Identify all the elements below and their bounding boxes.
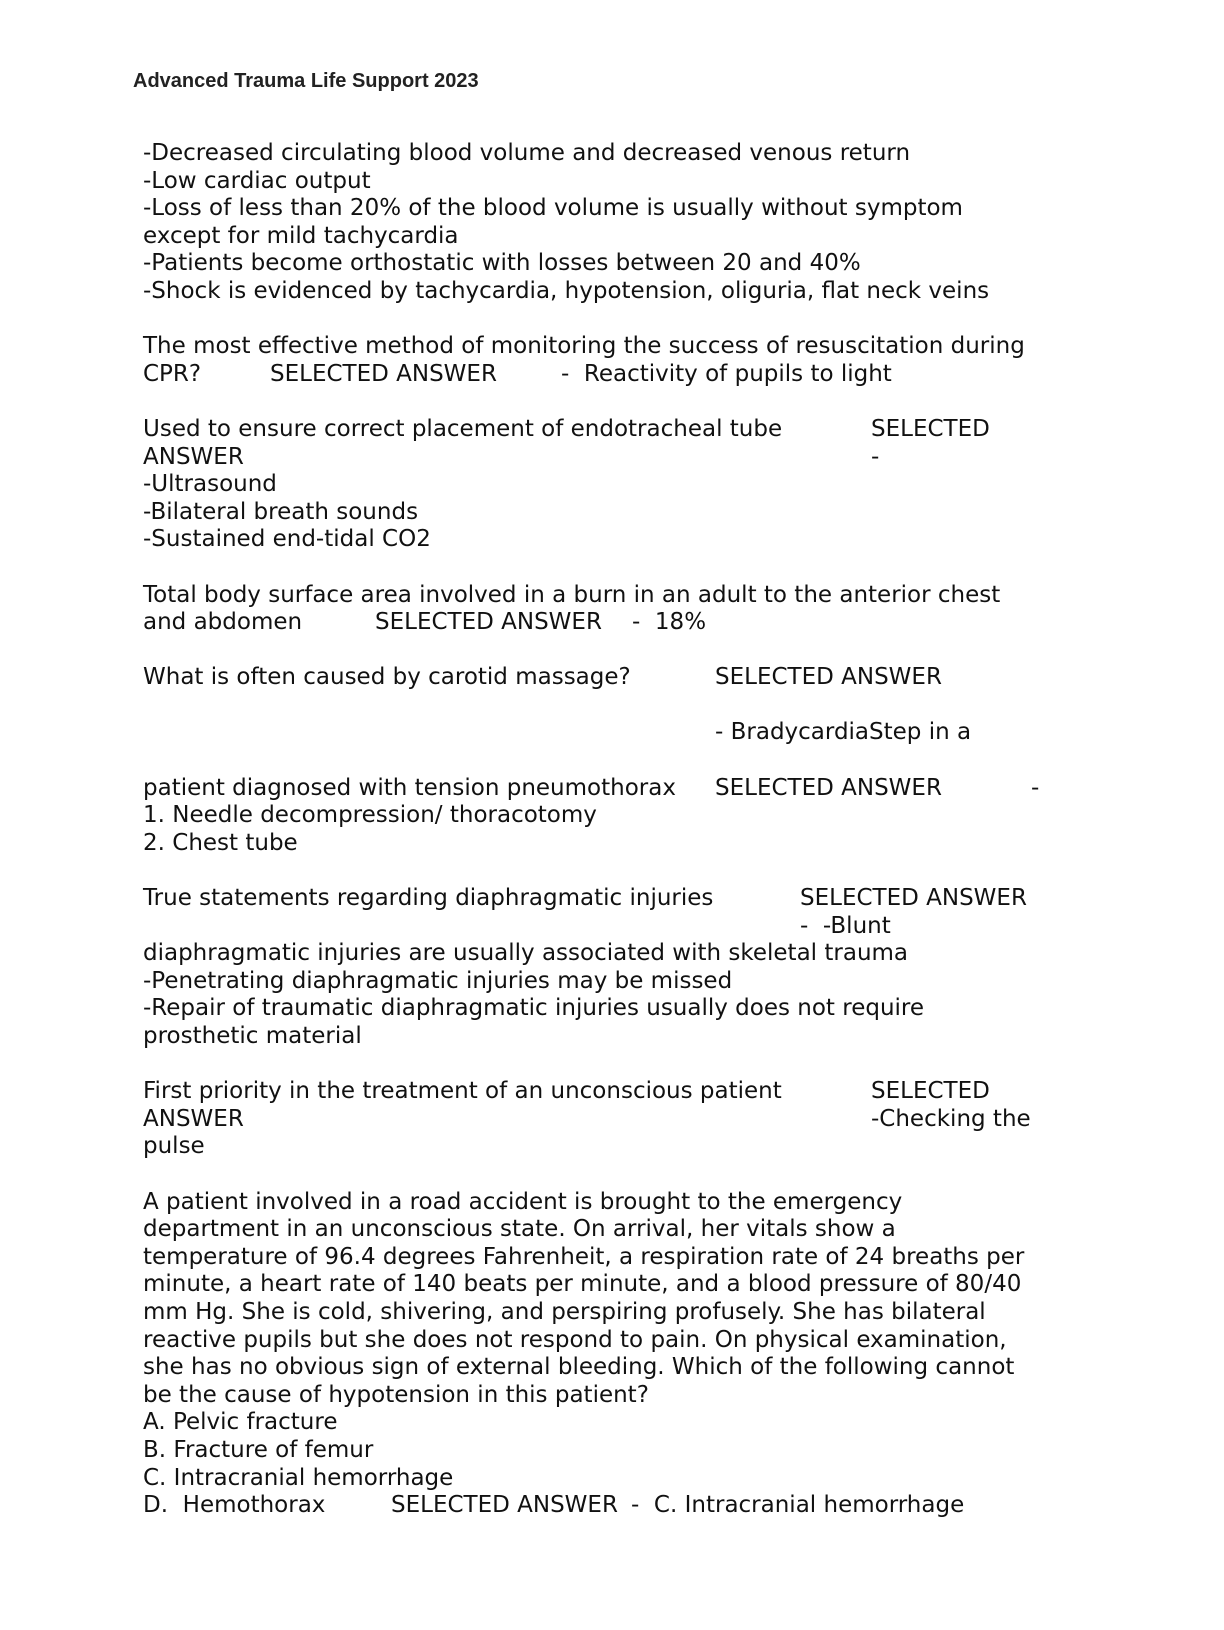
- selected-answer-label: SELECTED ANSWER: [270, 360, 497, 387]
- answer-text: - C. Intracranial hemorrhage: [631, 1492, 965, 1519]
- answer-text: - -Blunt: [800, 912, 891, 939]
- question-text: minute, a heart rate of 140 beats per minute, and a blood pressure of 80/40: [143, 1271, 1022, 1298]
- question-tension-pneumothorax: [143, 775, 1063, 858]
- question-text: be the cause of hypotension in this patient?: [143, 1381, 649, 1408]
- question-text: department in an unconscious state. On arrival, her vitals show a: [143, 1216, 896, 1243]
- selected-answer-label: SELECTED ANSWER: [715, 664, 942, 691]
- answer-item: -Ultrasound: [143, 471, 277, 498]
- page-header-title: Advanced Trauma Life Support 2023: [133, 70, 479, 92]
- selected-answer-label: SELECTED ANSWER: [391, 1492, 618, 1519]
- shock-notes: [143, 140, 1063, 306]
- answer-item: -Sustained end-tidal CO2: [143, 526, 431, 553]
- question-text: Total body surface area involved in a burn in an adult to the anterior chest: [143, 581, 1001, 608]
- question-text: True statements regarding diaphragmatic injuries: [143, 885, 714, 912]
- answer-text: - BradycardiaStep in a: [715, 719, 972, 746]
- question-text: A patient involved in a road accident is brought to the emergency: [143, 1188, 903, 1215]
- selected-answer-label: SELECTED ANSWER: [715, 774, 942, 801]
- text-line: -Low cardiac output: [143, 167, 371, 194]
- answer-text: - Reactivity of pupils to light: [561, 360, 892, 387]
- question-text: CPR?: [143, 360, 202, 387]
- question-text: and abdomen: [143, 609, 303, 636]
- selected-answer-label: SELECTED ANSWER: [375, 609, 602, 636]
- question-text: she has no obvious sign of external bleeding. Which of the following cannot: [143, 1354, 1015, 1381]
- question-text: mm Hg. She is cold, shivering, and perspiring profusely. She has bilateral: [143, 1298, 986, 1325]
- selected-answer-label: ANSWER: [143, 443, 244, 470]
- option-d: D. Hemothorax: [143, 1492, 326, 1519]
- text-line: -Decreased circulating blood volume and decreased venous return: [143, 140, 911, 166]
- selected-answer-label: ANSWER: [143, 1105, 244, 1132]
- text-line: -Patients become orthostatic with losses between 20 and 40%: [143, 250, 861, 277]
- question-carotid: [143, 664, 1063, 747]
- question-text: First priority in the treatment of an unconscious patient: [143, 1078, 782, 1105]
- text-line: except for mild tachycardia: [143, 222, 459, 249]
- selected-answer-label: SELECTED: [871, 415, 990, 442]
- answer-text: prosthetic material: [143, 1023, 362, 1049]
- option-b: B. Fracture of femur: [143, 1436, 374, 1463]
- question-ett: [143, 416, 1063, 554]
- answer-text: - 18%: [632, 609, 707, 636]
- selected-answer-label: SELECTED ANSWER: [800, 885, 1027, 912]
- question-text: Used to ensure correct placement of endotracheal tube: [143, 415, 783, 442]
- question-text: patient diagnosed with tension pneumothorax: [143, 774, 676, 801]
- question-cpr: [143, 333, 1063, 388]
- question-diaphragm: [143, 885, 1063, 1051]
- question-text: reactive pupils but she does not respond to pain. On physical examination,: [143, 1326, 1007, 1353]
- question-priority: [143, 1078, 1063, 1161]
- option-a: A. Pelvic fracture: [143, 1409, 338, 1436]
- answer-item: 2. Chest tube: [143, 829, 298, 856]
- answer-text: -Penetrating diaphragmatic injuries may be missed: [143, 967, 733, 994]
- text-line: -Loss of less than 20% of the blood volume is usually without symptom: [143, 195, 963, 222]
- document-body: [143, 140, 1063, 1520]
- answer-text: pulse: [143, 1133, 205, 1160]
- question-case: [143, 1189, 1063, 1520]
- answer-dash: -: [1031, 774, 1040, 801]
- question-text: temperature of 96.4 degrees Fahrenheit, a respiration rate of 24 breaths per: [143, 1243, 1025, 1270]
- answer-item: -Bilateral breath sounds: [143, 498, 419, 525]
- answer-text: -Checking the: [871, 1105, 1031, 1132]
- answer-item: 1. Needle decompression/ thoracotomy: [143, 802, 597, 829]
- question-text: What is often caused by carotid massage?: [143, 664, 631, 691]
- answer-text: diaphragmatic injuries are usually associated with skeletal trauma: [143, 940, 909, 967]
- selected-answer-label: SELECTED: [871, 1078, 990, 1105]
- question-burn: [143, 582, 1063, 637]
- answer-text: -Repair of traumatic diaphragmatic injuries usually does not require: [143, 995, 925, 1022]
- answer-dash: -: [871, 443, 880, 470]
- option-c: C. Intracranial hemorrhage: [143, 1464, 454, 1491]
- text-line: -Shock is evidenced by tachycardia, hypotension, oliguria, flat neck veins: [143, 277, 990, 304]
- question-text: The most effective method of monitoring the success of resuscitation during: [143, 333, 1025, 360]
